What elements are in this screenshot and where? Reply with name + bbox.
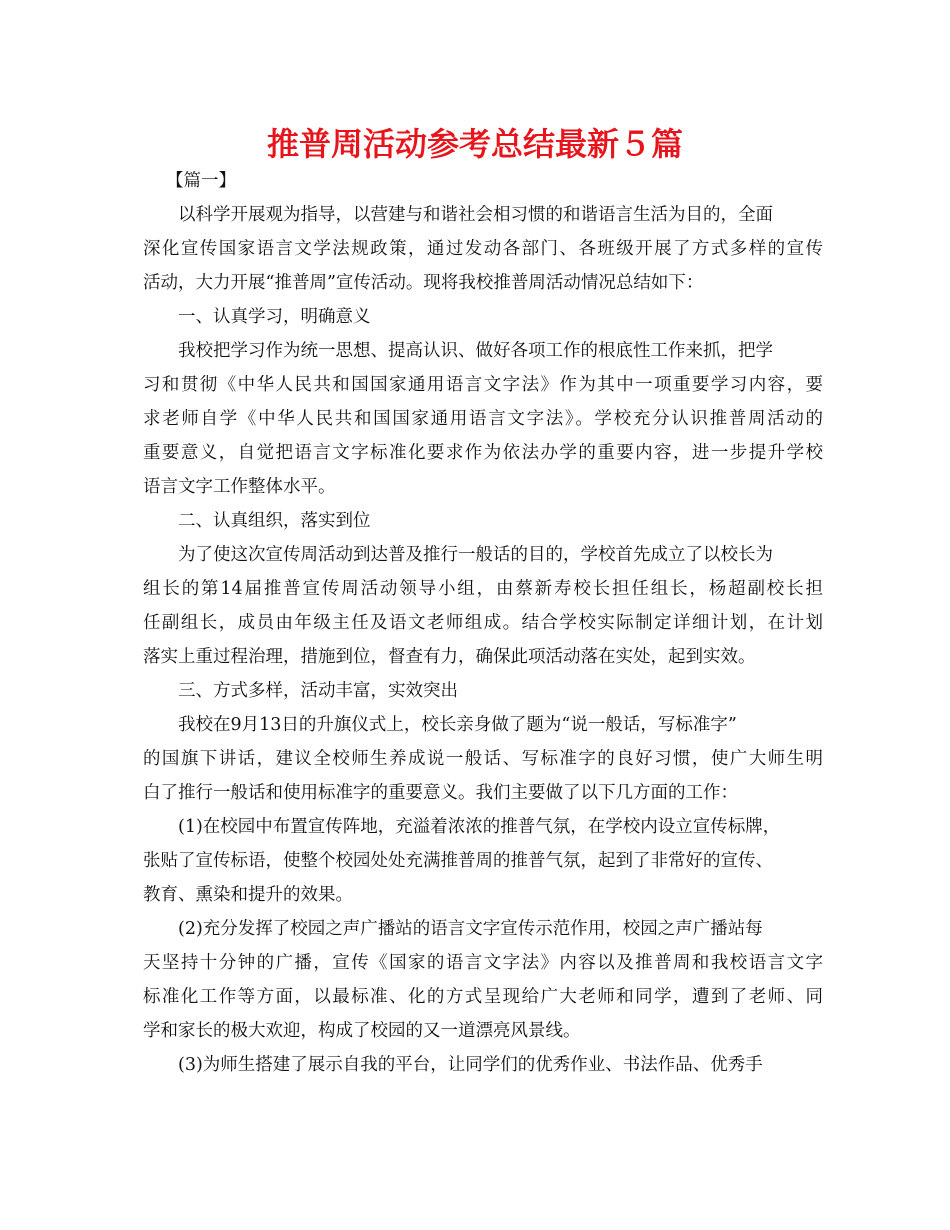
paragraph-line: 语言文字工作整体水平。: [143, 477, 336, 497]
paragraph-line: 为了使这次宣传周活动到达普及推行一般话的目的，学校首先成立了以校长为: [178, 545, 773, 565]
paragraph-line: 教育、熏染和提升的效果。: [143, 885, 353, 905]
paragraph-line: 白了推行一般话和使用标准字的重要意义。我们主要做了以下几方面的工作：: [143, 783, 738, 803]
document-body: [143, 164, 823, 1082]
section-heading: 二、认真组织，落实到位: [178, 511, 371, 531]
paragraph-line: 我校在9月13日的升旗仪式上，校长亲身做了题为“说一般话，写标准字”: [178, 715, 737, 735]
paragraph-line: 重要意义，自觉把语言文字标准化要求作为依法办学的重要内容，进一步提升学校: [143, 443, 823, 463]
paragraph-line: 的国旗下讲话，建议全校师生养成说一般话、写标准字的良好习惯，使广大师生明: [143, 749, 823, 769]
paragraph-line: (3)为师生搭建了展示自我的平台，让同学们的优秀作业、书法作品、优秀手: [178, 1055, 763, 1075]
section-heading: 一、认真学习，明确意义: [178, 307, 371, 327]
paragraph-line: 任副组长，成员由年级主任及语文老师组成。结合学校实际制定详细计划，在计划: [143, 613, 823, 633]
paragraph-line: 天坚持十分钟的广播，宣传《国家的语言文字法》内容以及推普周和我校语言文字: [143, 953, 823, 973]
paragraph-line: 学和家长的极大欢迎，构成了校园的又一道漂亮风景线。: [143, 1021, 581, 1041]
paragraph-line: 深化宣传国家语言文学法规政策，通过发动各部门、各班级开展了方式多样的宣传: [143, 239, 823, 259]
section-label: 【篇一】: [166, 171, 236, 191]
paragraph-line: 以科学开展观为指导，以营建与和谐社会相习惯的和谐语言生活为目的，全面: [178, 205, 773, 225]
paragraph-line: 活动，大力开展“推普周”宣传活动。现将我校推普周活动情况总结如下：: [143, 273, 704, 293]
page-title: 推普周活动参考总结最新５篇: [266, 125, 683, 163]
paragraph-line: 求老师自学《中华人民共和国国家通用语言文字法》。学校充分认识推普周活动的: [143, 409, 823, 429]
paragraph-line: (1)在校园中布置宣传阵地，充溢着浓浓的推普气氛，在学校内设立宣传标牌，: [178, 817, 781, 837]
paragraph-line: 标准化工作等方面，以最标准、化的方式呈现给广大老师和同学，遭到了老师、同: [143, 987, 823, 1007]
paragraph-line: 落实上重过程治理，措施到位，督查有力，确保此项活动落在实处，起到实效。: [143, 647, 756, 667]
section-heading: 三、方式多样，活动丰富，实效突出: [178, 681, 458, 701]
paragraph-line: 我校把学习作为统一思想、提高认识、做好各项工作的根底性工作来抓，把学: [178, 341, 773, 361]
paragraph-line: (2)充分发挥了校园之声广播站的语言文字宣传示范作用，校园之声广播站每: [178, 919, 763, 939]
paragraph-line: 习和贯彻《中华人民共和国国家通用语言文字法》作为其中一项重要学习内容，要: [143, 375, 823, 395]
paragraph-line: 张贴了宣传标语，使整个校园处处充满推普周的推普气氛，起到了非常好的宣传、: [143, 851, 773, 871]
paragraph-line: 组长的第14届推普宣传周活动领导小组，由蔡新寿校长担任组长，杨超副校长担: [143, 579, 823, 599]
